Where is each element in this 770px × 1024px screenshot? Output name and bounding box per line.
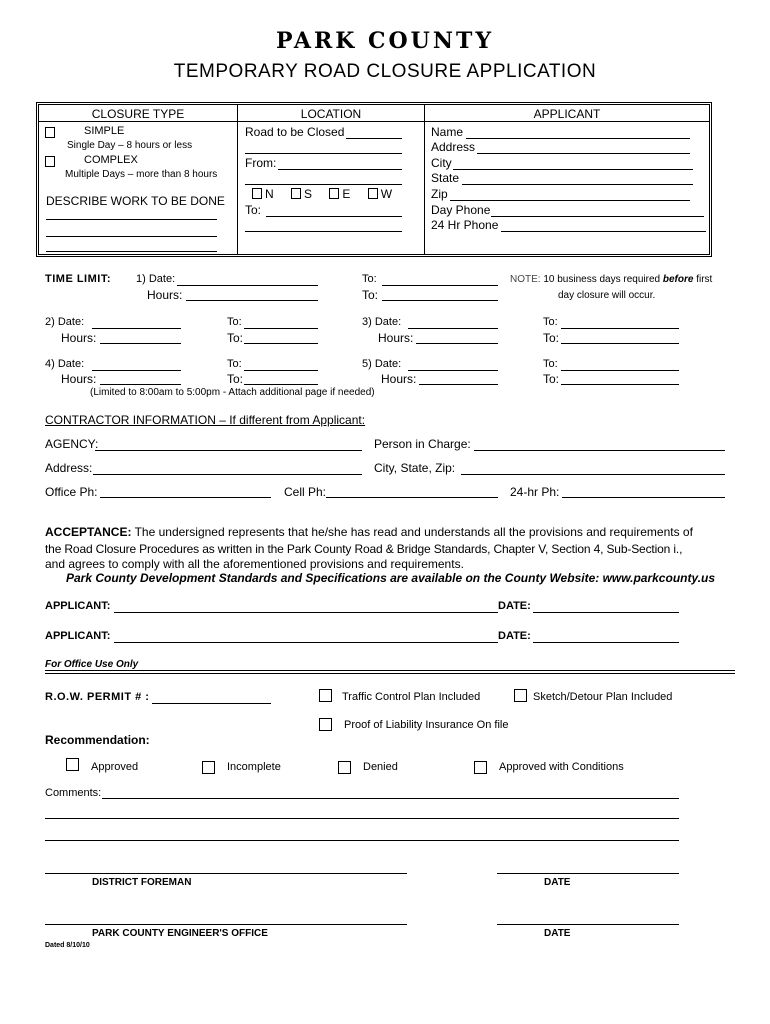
south-label: S	[304, 187, 313, 201]
acceptance-line2: the Road Closure Procedures as written in the Park County Road & Bridge Standards, Chapter V, Section 4, Sub-Section i.,	[45, 542, 683, 556]
applicant-dayphone-field[interactable]	[491, 216, 704, 217]
describe-work-label: DESCRIBE WORK TO BE DONE	[46, 194, 225, 208]
applicant-heading: APPLICANT	[533, 107, 601, 121]
engineer-label: PARK COUNTY ENGINEER'S OFFICE	[92, 928, 268, 939]
comments-label: Comments:	[45, 787, 102, 799]
to2-hours-label: To:	[227, 331, 244, 345]
to1-hours-label: To:	[362, 288, 379, 302]
to-field[interactable]	[266, 216, 402, 217]
applicant-name-field[interactable]	[466, 138, 690, 139]
note-text-a: 10 business days required	[543, 274, 661, 285]
note-line2: day closure will occur.	[558, 290, 656, 301]
hours5-label: Hours:	[381, 372, 417, 386]
address-field[interactable]	[93, 474, 362, 475]
complex-checkbox[interactable]	[45, 156, 55, 167]
describe-line-3[interactable]	[46, 251, 217, 252]
from-field[interactable]	[278, 169, 402, 170]
to4-date-label: To:	[227, 358, 242, 370]
to2-hours-field[interactable]	[244, 343, 318, 344]
sketch-plan-checkbox[interactable]	[514, 689, 527, 702]
to1-date-field[interactable]	[382, 285, 498, 286]
page-title: TEMPORARY ROAD CLOSURE APPLICATION	[173, 61, 597, 82]
date2-field[interactable]	[92, 328, 181, 329]
north-checkbox[interactable]	[252, 188, 262, 199]
applicant-date-1[interactable]	[533, 612, 679, 613]
denied-label: Denied	[363, 761, 398, 773]
hours3-label: Hours:	[378, 331, 414, 345]
dated-footer: Dated 8/10/10	[45, 942, 90, 949]
to1-hours-field[interactable]	[382, 300, 498, 301]
hours3-field[interactable]	[416, 343, 498, 344]
to4-hours-field[interactable]	[244, 384, 318, 385]
date3-label: 3) Date:	[362, 316, 402, 328]
hr24-ph-label: 24-hr Ph:	[510, 485, 560, 499]
note-label: NOTE:	[510, 274, 541, 285]
foreman-signature-line[interactable]	[45, 873, 407, 874]
road-field[interactable]	[346, 138, 402, 139]
describe-line-1[interactable]	[46, 219, 217, 220]
col-divider-2	[424, 105, 425, 254]
row-permit-label: R.O.W. PERMIT # :	[45, 691, 150, 703]
office-ph-field[interactable]	[100, 497, 271, 498]
to4-date-field[interactable]	[244, 370, 318, 371]
contractor-heading: CONTRACTOR INFORMATION – If different from Applicant:	[45, 413, 366, 427]
closure-type-heading: CLOSURE TYPE	[91, 107, 185, 121]
foreman-date-line[interactable]	[497, 873, 679, 874]
county-name: PARK COUNTY	[275, 28, 495, 54]
hours5-field[interactable]	[419, 384, 498, 385]
location-heading: LOCATION	[300, 107, 362, 121]
applicant-city-field[interactable]	[453, 169, 693, 170]
applicant-24hrphone-field[interactable]	[501, 231, 706, 232]
applicant-signature-1[interactable]	[114, 612, 498, 613]
to-field-2[interactable]	[245, 231, 402, 232]
liability-label: Proof of Liability Insurance On file	[344, 719, 509, 731]
complex-label: COMPLEX	[84, 154, 138, 166]
time-limit-note: (Limited to 8:00am to 5:00pm - Attach additional page if needed)	[90, 387, 375, 398]
west-checkbox[interactable]	[368, 188, 378, 199]
hours1-field[interactable]	[186, 300, 318, 301]
office-use-heading: For Office Use Only	[45, 659, 139, 670]
applicant-sign-label-2: APPLICANT:	[45, 630, 111, 642]
comments-field-1[interactable]	[102, 798, 679, 799]
time-limit-label: TIME LIMIT:	[45, 273, 111, 285]
incomplete-checkbox[interactable]	[202, 761, 215, 774]
city-label: City, State, Zip:	[374, 461, 456, 475]
hours1-label: Hours:	[147, 288, 183, 302]
applicant-state-label: State	[431, 171, 460, 185]
incomplete-label: Incomplete	[227, 761, 281, 773]
applicant-sign-label-1: APPLICANT:	[45, 600, 111, 612]
hours4-field[interactable]	[100, 384, 181, 385]
engineer-signature-line[interactable]	[45, 924, 407, 925]
describe-line-2[interactable]	[46, 236, 217, 237]
applicant-dayphone-label: Day Phone	[431, 203, 491, 217]
date-label-1: DATE:	[498, 600, 531, 612]
simple-checkbox[interactable]	[45, 127, 55, 138]
applicant-name-label: Name	[431, 125, 464, 139]
cell-ph-label: Cell Ph:	[284, 485, 327, 499]
applicant-state-field[interactable]	[462, 184, 693, 185]
liability-checkbox[interactable]	[319, 718, 332, 731]
foreman-label: DISTRICT FOREMAN	[92, 877, 192, 888]
hours4-label: Hours:	[61, 372, 97, 386]
date-label-2: DATE:	[498, 630, 531, 642]
recommendation-label: Recommendation:	[45, 733, 150, 747]
table-header-divider	[39, 121, 709, 122]
website-note: Park County Development Standards and Specifications are available on the County Website: www.parkcounty.us	[66, 571, 716, 585]
cell-ph-field[interactable]	[326, 497, 498, 498]
date4-field[interactable]	[92, 370, 181, 371]
north-label: N	[265, 187, 274, 201]
to3-date-field[interactable]	[561, 328, 679, 329]
engineer-date-label: DATE	[544, 928, 571, 939]
applicant-address-label: Address	[431, 140, 476, 154]
traffic-plan-checkbox[interactable]	[319, 689, 332, 702]
to5-date-label: To:	[543, 358, 558, 370]
hours2-label: Hours:	[61, 331, 97, 345]
approved-label: Approved	[91, 761, 139, 773]
approved-checkbox[interactable]	[66, 758, 79, 771]
applicant-zip-field[interactable]	[450, 200, 690, 201]
date3-field[interactable]	[408, 328, 498, 329]
direction-options[interactable]	[252, 187, 392, 201]
applicant-zip-label: Zip	[431, 187, 448, 201]
to3-hours-field[interactable]	[561, 343, 679, 344]
simple-note: Single Day – 8 hours or less	[67, 140, 193, 151]
address-label: Address:	[45, 461, 93, 475]
sketch-plan-label: Sketch/Detour Plan Included	[533, 691, 673, 703]
east-label: E	[342, 187, 351, 201]
city-field[interactable]	[461, 474, 725, 475]
complex-note: Multiple Days – more than 8 hours	[65, 169, 218, 180]
comments-field-3[interactable]	[45, 840, 679, 841]
acceptance-text-1: The undersigned represents that he/she has read and understands all the provisions and requirements of	[134, 525, 693, 539]
from-field-2[interactable]	[245, 184, 402, 185]
denied-checkbox[interactable]	[338, 761, 351, 774]
traffic-plan-label: Traffic Control Plan Included	[342, 691, 481, 703]
west-label: W	[380, 187, 393, 201]
approved-cond-checkbox[interactable]	[474, 761, 487, 774]
engineer-date-line[interactable]	[497, 924, 679, 925]
south-checkbox[interactable]	[291, 188, 301, 199]
to5-date-field[interactable]	[561, 370, 679, 371]
to5-hours-label: To:	[543, 372, 560, 386]
note-text-b: first	[696, 274, 713, 285]
note-text	[510, 274, 712, 285]
to3-date-label: To:	[543, 316, 558, 328]
date5-label: 5) Date:	[362, 358, 402, 370]
applicant-signature-2[interactable]	[114, 642, 498, 643]
acceptance-line3: and agrees to comply with all the aforementioned provisions and requirements.	[45, 557, 464, 571]
office-ph-label: Office Ph:	[45, 485, 98, 499]
office-divider-2	[45, 673, 735, 674]
date1-label: 1) Date:	[136, 273, 176, 285]
office-divider-1	[45, 670, 735, 671]
from-label: From:	[245, 156, 277, 170]
to5-hours-field[interactable]	[561, 384, 679, 385]
row-permit-field[interactable]	[152, 703, 271, 704]
comments-field-2[interactable]	[45, 818, 679, 819]
simple-label: SIMPLE	[84, 125, 125, 137]
hr24-ph-field[interactable]	[562, 497, 725, 498]
date5-field[interactable]	[408, 370, 498, 371]
applicant-date-2[interactable]	[533, 642, 679, 643]
acceptance-line1	[45, 525, 693, 539]
to1-date-label: To:	[362, 273, 377, 285]
acceptance-label: ACCEPTANCE:	[45, 525, 132, 539]
person-field[interactable]	[474, 450, 725, 451]
applicant-24hrphone-label: 24 Hr Phone	[431, 218, 499, 232]
applicant-address-field[interactable]	[477, 153, 690, 154]
to2-date-field[interactable]	[244, 328, 318, 329]
to2-date-label: To:	[227, 316, 242, 328]
agency-field[interactable]	[95, 450, 362, 451]
to3-hours-label: To:	[543, 331, 560, 345]
foreman-date-label: DATE	[544, 877, 571, 888]
date1-field[interactable]	[177, 285, 318, 286]
hours2-field[interactable]	[100, 343, 181, 344]
road-label: Road to be Closed	[245, 125, 345, 139]
col-divider-1	[237, 105, 238, 254]
applicant-city-label: City	[431, 156, 452, 170]
east-checkbox[interactable]	[329, 188, 339, 199]
agency-label: AGENCY:	[45, 437, 99, 451]
approved-cond-label: Approved with Conditions	[499, 761, 624, 773]
date2-label: 2) Date:	[45, 316, 85, 328]
to-label: To:	[245, 203, 262, 217]
note-emphasis: before	[662, 274, 694, 285]
to4-hours-label: To:	[227, 372, 244, 386]
person-label: Person in Charge:	[374, 437, 471, 451]
date4-label: 4) Date:	[45, 358, 85, 370]
road-field-2[interactable]	[245, 153, 402, 154]
